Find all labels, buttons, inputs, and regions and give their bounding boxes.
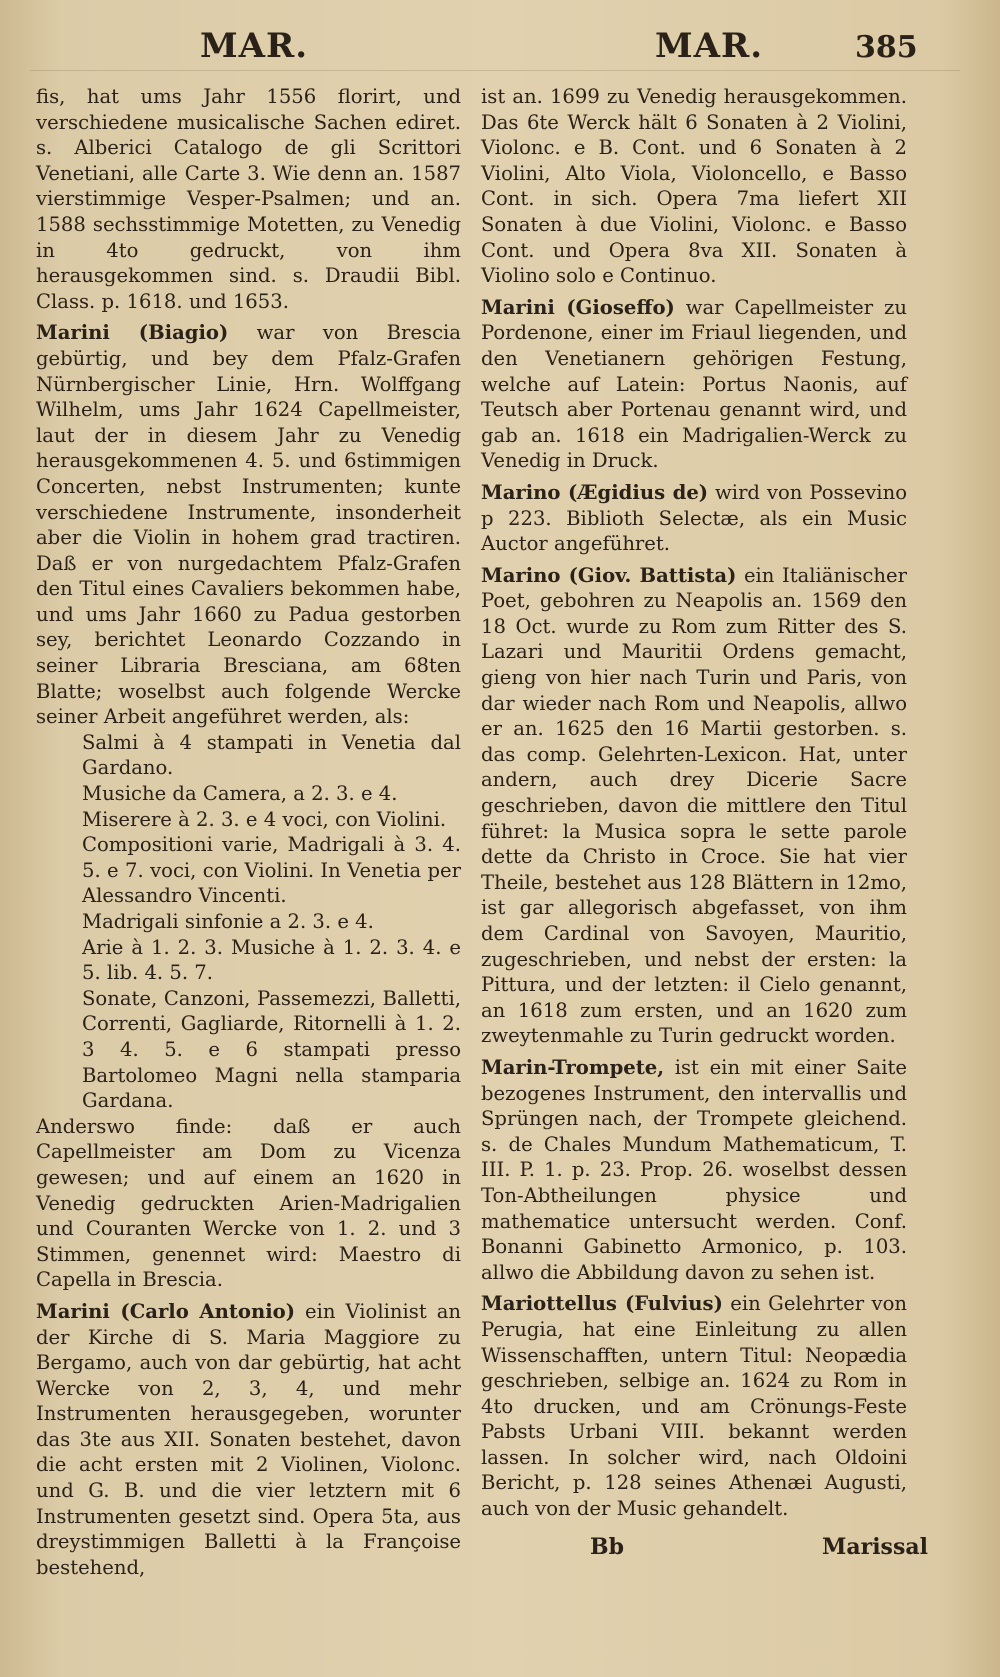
header-rule: [30, 70, 960, 71]
signature-mark: Bb: [590, 1534, 624, 1560]
entry-marini-gioseffo: [481, 295, 907, 474]
entry-text: wird von Possevino p 223. Biblioth Selectæ, als ein Music Auctor angeführet.: [481, 480, 907, 556]
continued-paragraph: fis, hat ums Jahr 1556 florirt, und verschiedene musicalische Sachen ediret. s. Alberici Catalogo de gli Scrittori Venetiani, alle Carte 3. Wie denn an. 1587 vierstimmige Vesper-Psalmen; und an. 1588 sechsstimmige Motetten, zu Venedig in 4to gedruckt, von ihm herausgekommen sind. s. Draudii Bibl. Class. p. 1618. und 1653.: [36, 85, 461, 313]
entry-marino-aegidius: [481, 480, 907, 557]
entry-headword: Marino (Giov. Battista): [481, 563, 737, 587]
running-head-right: MAR.: [655, 26, 764, 66]
page-number: 385: [855, 30, 918, 65]
entry-text: ein Italiänischer Poet, gebohren zu Neapolis an. 1569 den 18 Oct. wurde zu Rom zum Ritter des S. Lazari und Mauritii Ordens gemacht, gieng von hier nach Turin und Paris, von dar wieder nach Rom und Neapolis, allwo er an. 1625 den 16 Martii gestorben. s. das comp. Gelehrten-Lexicon. Hat, unter andern, auch drey Dicerie Sacre geschrieben, davon die mittlere den Titul führet: la Musica sopra le sette parole dette da Christo in Croce. Sie hat vier Theile, bestehet aus 128 Blättern in 12mo, ist gar allegorisch abgefasset, von ihm dem Cardinal von Savoyen, Mauritio, zugeschrieben, und nebst der ersten: la Pittura, und der letzten: il Cielo genannt, an 1618 zum ersten, und an 1620 zum zweytenmahle zu Turin gedruckt worden.: [481, 563, 907, 1048]
work-item: Sonate, Canzoni, Passemezzi, Balletti, Correnti, Gagliarde, Ritornelli à 1. 2. 3 4. 5. e 6 stampati presso Bartolomeo Magni nella stamparia Gardana.: [82, 986, 461, 1113]
entry-headword: Marini (Carlo Antonio): [36, 1299, 296, 1323]
entry-marini-biagio: [36, 320, 461, 730]
entry-marin-trompete: [481, 1055, 907, 1285]
work-item: Miserere à 2. 3. e 4 voci, con Violini.: [82, 807, 447, 831]
entry-text: ein Violinist an der Kirche di S. Maria Maggiore zu Bergamo, auch von dar gebürtig, hat acht Wercke von 2, 3, 4, und mehr Instrumenten herausgegeben, worunter das 3te aus XII. Sonaten bestehet, davon die acht ersten mit 2 Violinen, Violonc. und G. B. und die vier letztern mit 6 Instrumenten gesetzt sind. Opera 5ta, aus dreystimmigen Balletti à la Françoise bestehend,: [36, 1299, 461, 1579]
entry-headword: Marini (Biagio): [36, 321, 229, 345]
right-column: [481, 84, 907, 1522]
continued-paragraph: ist an. 1699 zu Venedig herausgekommen. Das 6te Werck hält 6 Sonaten à 2 Violini, Violonc. e B. Cont. und 6 Sonaten à 2 Violini, Alto Viola, Violoncello, e Basso Cont. in sich. Opera 7ma liefert XII Sonaten à due Violini, Violonc. e Basso Cont. und Opera 8va XII. Sonaten à Violino solo e Continuo.: [481, 85, 907, 288]
entry-marini-carlo-antonio: [36, 1299, 461, 1581]
entry-text: war Capellmeister zu Pordenone, einer im Friaul liegenden, und den Venetianern gehörigen Festung, welche auf Latein: Portus Naonis, auf Teutsch aber Portenau genannt wird, und gab an. 1618 ein Madrigalien-Werck zu Venedig in Druck.: [481, 295, 907, 473]
entry-headword: Marino (Ægidius de): [481, 480, 709, 504]
running-head-left: MAR.: [200, 26, 309, 66]
entry-marino-giov-battista: [481, 563, 907, 1049]
work-item: Arie à 1. 2. 3. Musiche à 1. 2. 3. 4. e 5. lib. 4. 5. 7.: [82, 935, 461, 985]
entry-headword: Marini (Gioseffo): [481, 295, 675, 319]
work-item: Compositioni varie, Madrigali à 3. 4. 5. e 7. voci, con Violini. In Venetia per Alessandro Vincenti.: [82, 833, 461, 908]
left-column: [36, 84, 461, 1580]
work-item: Madrigali sinfonie a 2. 3. e 4.: [82, 910, 374, 933]
catchword: Marissal: [822, 1534, 928, 1560]
entry-text: ein Gelehrter von Perugia, hat eine Einleitung zu allen Wissenschafften, untern Titul: Neopædia geschrieben, selbige an. 1624 zu Rom in 4to drucken, und am Crönungs-Feste Pabsts Urbani VIII. bekannt werden lassen. In solcher wird, nach Oldoini Bericht, p. 128 seines Athenæi Augusti, auch von der Music gehandelt.: [481, 1292, 907, 1521]
work-item: Salmi à 4 stampati in Venetia dal Gardano.: [82, 730, 461, 780]
entry-text: war von Brescia gebürtig, und bey dem Pfalz-Grafen Nürnbergischer Linie, Hrn. Wolffgang Wilhelm, ums Jahr 1624 Capellmeister, laut der in diesem Jahr zu Venedig herausgekommenen 4. 5. und 6stimmigen Concerten, nebst Instrumenten; kunte verschiedene Instrumente, insonderheit aber die Violin in hohem grad tractiren. Daß er von nurgedachtem Pfalz-Grafen den Titul eines Cavaliers bekommen habe, und ums Jahr 1660 zu Padua gestorben sey, berichtet Leonardo Cozzando in seiner Libraria Bresciana, am 68ten Blatte; woselbst auch folgende Wercke seiner Arbeit angeführet werden, als:: [36, 321, 461, 729]
work-item: Musiche da Camera, a 2. 3. e 4.: [82, 782, 398, 806]
entry-text: ist ein mit einer Saite bezogenes Instrument, den intervallis und Sprüngen nach, der Trompete gleichend. s. de Chales Mundum Mathematicum, T. III. P. 1. p. 23. Prop. 26. woselbst dessen Ton-Abtheilungen physice und mathematice untersucht werden. Conf. Bonanni Gabinetto Armonico, p. 103. allwo die Abbildung davon zu sehen ist.: [481, 1055, 908, 1284]
works-list: [82, 730, 461, 1114]
entry-headword: Mariottellus (Fulvius): [481, 1292, 723, 1316]
entry-headword: Marin-Trompete,: [481, 1055, 665, 1079]
entry-mariottellus: [481, 1291, 907, 1521]
entry-text-continued: Anderswo finde: daß er auch Capellmeister am Dom zu Vicenza gewesen; und auf einem an 1620 in Venedig gedruckten Arien-Madrigalien und Couranten Wercke von 1. 2. und 3 Stimmen, genennet wird: Maestro di Capella in Brescia.: [36, 1114, 461, 1292]
